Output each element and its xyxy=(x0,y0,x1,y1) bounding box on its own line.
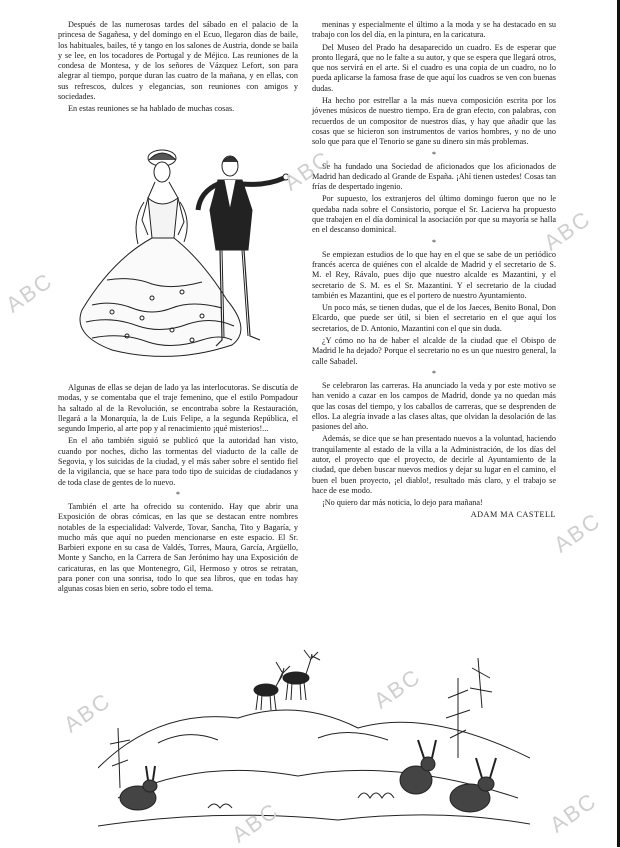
right-paragraph-8: ¿Y cómo no ha de haber el alcalde de la ciudad que el Obispo de Madrid le ha dejado? Porque el secretario no es un que nuestro general, la calle Sabadel. xyxy=(312,336,556,366)
section-separator: * xyxy=(176,489,180,499)
section-separator: * xyxy=(432,237,436,247)
author-signature: ADAM MA CASTELL xyxy=(470,510,556,520)
couple-illustration xyxy=(52,140,300,375)
watermark: ABC xyxy=(1,267,58,318)
right-paragraph-2: Del Museo del Prado ha desaparecido un cuadro. Es de esperar que pronto llegará, que no le falte a su autor, y que se espera que llegará otros, que nos servirá en el arte. Si el cuadro es una copia de un cuadro, no lo pueda aplicarse la famosa frase de que aquí los cuadros se ven con buenas dudas. xyxy=(312,42,556,93)
right-paragraph-11: ¡No quiero dar más noticia, lo dejo para mañana! xyxy=(322,498,483,508)
left-paragraph-2: En estas reuniones se ha hablado de muchas cosas. xyxy=(68,104,235,114)
left-column-lower xyxy=(58,383,298,597)
watermark: ABC xyxy=(279,145,336,196)
left-paragraph-5: También el arte ha ofrecido su contenido. Hay que abrir una Exposición de obras cómicas, en las que se destacan entre nombres notables de la especialidad: Valverde, Tovar, Sancha, Tito y Bagaría, y mucho más que aquí no pueden mencionarse en este espacio. El Sr. Barbieri expone en su casa de Valdés, Torres, Maura, García, Argüello, Monte y Sancho, en la Carrera de San Jerónimo hay una Exposición de caricaturas, en las que Montenegro, Gil, Hermoso y otros se retratan, para poner con una sonrisa, todo lo que sea libros, que en todas hay algunas cosas bien en serio, sobre todo el tema. xyxy=(58,501,298,594)
left-paragraph-3: Algunas de ellas se dejan de lado ya las interlocutoras. Se discutía de modas, y se comentaba que el traje femenino, que el estilo Pompadour ha saltado al de la Revolución, se encontraba sobre la Restauración, llegará a la Monarquía, la de Luis Felipe, a la segunda República, el segundo Imperio, al arte pop y al renacimiento ¡qué misterios!... xyxy=(58,383,298,434)
left-column xyxy=(58,20,298,117)
right-paragraph-1: meninas y especialmente el último a la moda y se ha destacado en su trabajo con los del día, en la pintura, en la caricatura. xyxy=(312,20,556,40)
right-paragraph-9: Se celebraron las carreras. Ha anunciado la veda y por este motivo se han venido a cazar en los campos de Madrid, donde ya no quedan más que las cosas del tiempo, y los caballos de carreras, que se desprenden de ellos. La alegría invade a las clases altas, que olvidan la desolación de las pasiones del año. xyxy=(312,380,556,432)
watermark: ABC xyxy=(227,797,284,848)
left-paragraph-4: En el año también siguió se publicó que la autoridad han visto, cuando por noches, dicho las tormentas del viaducto de la calle de Segovia, y los suicidas de la ciudad, y el más saber sobre el sentido fiel de la vigilancia, que se hace para todo tipo de suicidas de ciudadanos y de toda clase de gentes de lo nuevo. xyxy=(58,436,298,487)
watermark: ABC xyxy=(549,507,606,558)
landscape-illustration xyxy=(98,648,530,828)
right-column xyxy=(312,20,556,521)
right-paragraph-5: Por supuesto, los extranjeros del último domingo fueron que no le quedaba nada sobre el Consistorio, porque el Sr. Lacierva ha propuesto que trabajen en el día dominical la asociación por que su mayoría se halla en el descanso dominical. xyxy=(312,194,556,235)
section-separator: * xyxy=(432,149,436,159)
watermark: ABC xyxy=(369,663,426,714)
section-separator: * xyxy=(432,368,436,378)
watermark: ABC xyxy=(539,205,596,256)
left-paragraph-1: Después de las numerosas tardes del sábado en el palacio de la princesa de Sagañesa, y del domingo en el Ecuo, llegaron días de baile, los habituales, bailes, té y tango en los salones de Austria, donde se baila y se lee, en los tocadores de Portugal y de Méjico. Las reuniones de la condesa de Montesa, y de los señores de Vázquez Lefort, son para alegrar al tiempo, porque duran las cuatro de la mañana, y en ellas, con sus refrescos, dulces y elegancias, son reuniones con amigos y sociedades. xyxy=(58,20,298,102)
right-paragraph-4: Se ha fundado una Sociedad de aficionados que los aficionados de Madrid han dedicado al Grande de España. ¡Ahí tienen ustedes! Cosas tan frías de despertado ingenio. xyxy=(312,161,556,192)
right-paragraph-10: Además, se dice que se han presentado nuevos a la voluntad, haciendo tranquilamente al estado de la villa a la Administración, de los días del autor, el proyecto que el proyecto, de decirle al Ayuntamiento de la ciudad, que deben buscar nuevos medios y dejar su lugar en el camino, el buen el buen proyecto, ¡el diablo!, resultado más claro, y el trabajo se hace de ese modo. xyxy=(312,434,556,495)
watermark: ABC xyxy=(545,787,602,838)
right-paragraph-7: Un poco más, se tienen dudas, que el de los Jaeces, Benito Bonal, Don Elcardo, que puede ser útil, si bien el secretario en el que aquí los secretarios, de D. Antonio, Mazantini con el que sin duda. xyxy=(312,303,556,333)
right-paragraph-6: Se empiezan estudios de lo que hay en el que se sabe de un periódico francés acerca de quiénes con el alcalde de Madrid y el secretario de S. M. el Rey, Rávalo, pues dijo que nuestro alcalde es Mazantini, y el secretario de S. M. es el Sr. Mazantini. Y el secretario de la ciudad también es Mazantini, que es el portero de nuestro Ayuntamiento. xyxy=(312,249,556,300)
right-paragraph-3: Ha hecho por estrellar a la más nueva composición escrita por los jóvenes músicos de nuestro tiempo. Era de gran efecto, con palabras, con recuerdos de un compositor de nuestros días, y hay que añadir que las cosas que se hicieron son instrumentos de varios hombres, y no de uno solo que para que el Tenorio se gane su dinero sin más problemas. xyxy=(312,96,556,147)
watermark: ABC xyxy=(59,687,116,738)
